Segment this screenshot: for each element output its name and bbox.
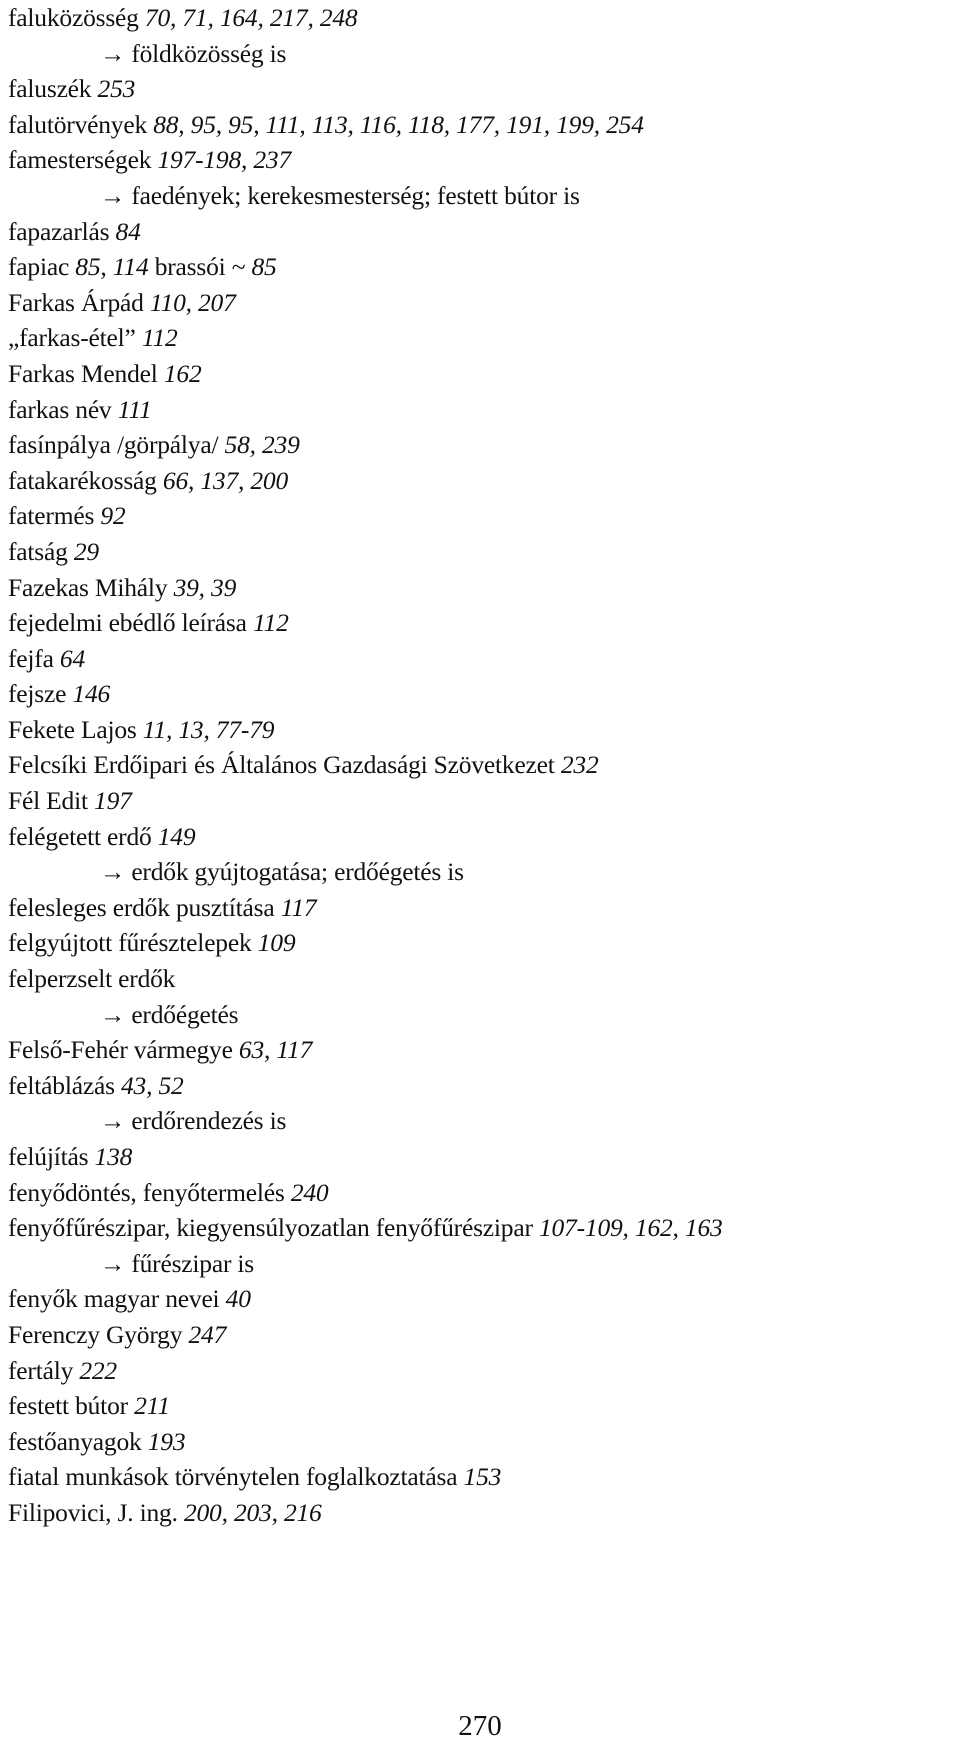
index-pages: 247: [188, 1319, 227, 1349]
index-term: faedények; kerekesmesterség; festett bútor is: [131, 180, 580, 210]
index-entry: [8, 1495, 958, 1531]
index-term: fejfa: [8, 643, 54, 673]
index-entry: [8, 534, 958, 570]
index-term: földközösség is: [131, 38, 287, 68]
index-term: erdőégetés: [131, 999, 239, 1029]
index-entry: [8, 1210, 958, 1246]
index-term: festett bútor: [8, 1391, 128, 1421]
index-entry: [8, 320, 958, 356]
index-pages: 162: [163, 358, 202, 388]
index-entry: [8, 214, 958, 250]
index-pages: 149: [157, 821, 196, 851]
index-term: felújítás: [8, 1142, 89, 1171]
index-pages: 11, 13, 77-79: [142, 714, 275, 744]
index-term: faluközösség: [8, 3, 139, 32]
index-term: erdőrendezés is: [131, 1106, 287, 1136]
arrow-right-icon: →: [100, 1248, 126, 1278]
index-pages: 40: [225, 1284, 251, 1314]
index-term: fatermés: [8, 501, 95, 531]
index-pages: 39, 39: [173, 572, 237, 602]
index-pages: 253: [97, 74, 136, 104]
index-term: farkas név: [8, 394, 112, 424]
index-entry: [8, 641, 958, 677]
index-cross-reference: [8, 997, 958, 1033]
index-pages: 110, 207: [149, 287, 236, 317]
index-pages: 197: [94, 786, 132, 816]
index-term: fűrészipar is: [131, 1248, 255, 1278]
index-entry: [8, 1139, 958, 1175]
index-term: fenyőfűrészipar, kiegyensúlyozatlan fenyőfűrészipar: [8, 1213, 533, 1243]
index-subterm-pages: 85: [251, 252, 277, 282]
index-term: Fazekas Mihály: [8, 572, 168, 602]
index-entry: [8, 1281, 958, 1317]
index-term: festőanyagok: [8, 1426, 142, 1456]
index-pages: 109: [257, 928, 296, 958]
index-pages: 193: [147, 1426, 186, 1456]
index-term: felesleges erdők pusztítása: [8, 892, 275, 922]
index-term: felgyújtott fűrésztelepek: [8, 928, 252, 958]
arrow-right-icon: →: [100, 180, 126, 210]
index-entry: [8, 463, 958, 499]
index-entry: [8, 1353, 958, 1389]
index-entry: [8, 392, 958, 428]
index-term: fenyők magyar nevei: [8, 1284, 220, 1314]
index-pages: 117: [280, 892, 317, 922]
index-term: fenyődöntés, fenyőtermelés: [8, 1177, 285, 1207]
index-pages: 200, 203, 216: [183, 1497, 322, 1527]
index-entry: [8, 819, 958, 855]
index-term: Fél Edit: [8, 786, 88, 816]
index-entry: [8, 71, 958, 107]
index-entry: [8, 1459, 958, 1495]
index-pages: 29: [73, 536, 99, 566]
index-pages: 240: [290, 1177, 329, 1207]
index-term: Fekete Lajos: [8, 714, 137, 744]
index-cross-reference: [8, 1103, 958, 1139]
index-term: „farkas-étel”: [8, 323, 136, 353]
index-term: erdők gyújtogatása; erdőégetés is: [131, 857, 464, 887]
index-cross-reference: [8, 178, 958, 214]
index-pages: 66, 137, 200: [162, 465, 289, 495]
index-term: fapiac: [8, 252, 70, 282]
index-cross-reference: [8, 1246, 958, 1282]
index-term: fasínpálya /görpálya/: [8, 430, 219, 460]
index-pages: 112: [252, 608, 289, 638]
index-term: fiatal munkások törvénytelen foglalkoztatása: [8, 1462, 458, 1492]
index-term: fapazarlás: [8, 216, 110, 246]
arrow-right-icon: →: [100, 1106, 126, 1136]
index-entry: [8, 747, 958, 783]
index-entry: [8, 1388, 958, 1424]
index-term: Farkas Árpád: [8, 287, 144, 317]
index-entry: [8, 890, 958, 926]
index-entry: [8, 1424, 958, 1460]
index-term: fejsze: [8, 679, 67, 709]
index-entry: [8, 712, 958, 748]
index-subterm: brassói ~: [154, 252, 246, 282]
index-term: felperzselt erdők: [8, 964, 176, 994]
index-entry: [8, 783, 958, 819]
index-pages: 64: [59, 643, 86, 673]
index-entry: [8, 1032, 958, 1068]
index-entry: [8, 925, 958, 961]
index-entry: [8, 1317, 958, 1353]
index-pages: 222: [79, 1355, 117, 1385]
index-term: Farkas Mendel: [8, 358, 158, 388]
arrow-right-icon: →: [100, 857, 126, 887]
index-term: Felső-Fehér vármegye: [8, 1035, 233, 1065]
index-term: falutörvények: [8, 109, 148, 139]
index-list: [8, 0, 958, 1531]
arrow-right-icon: →: [100, 38, 126, 68]
index-cross-reference: [8, 36, 958, 72]
index-cross-reference: [8, 854, 958, 890]
index-entry: [8, 427, 958, 463]
index-pages: 153: [463, 1462, 502, 1492]
index-entry: [8, 356, 958, 392]
index-pages: 197-198, 237: [157, 145, 292, 175]
index-term: Filipovici, J. ing.: [8, 1497, 178, 1527]
index-term: fatakarékosság: [8, 465, 157, 495]
index-pages: 107-109, 162, 163: [538, 1213, 723, 1243]
arrow-right-icon: →: [100, 999, 126, 1029]
index-term: fejedelmi ebédlő leírása: [8, 608, 247, 638]
index-pages: 85, 114: [75, 252, 149, 282]
index-term: Ferenczy György: [8, 1319, 183, 1349]
index-term: Felcsíki Erdőipari és Általános Gazdasági Szövetkezet: [8, 750, 555, 780]
index-entry: [8, 676, 958, 712]
index-pages: 58, 239: [224, 430, 300, 460]
index-pages: 70, 71, 164, 217, 248: [144, 3, 358, 32]
index-pages: 111: [117, 394, 152, 424]
index-term: felégetett erdő: [8, 821, 152, 851]
index-entry: [8, 605, 958, 641]
index-entry: [8, 1175, 958, 1211]
index-pages: 88, 95, 95, 111, 113, 116, 118, 177, 191, 199, 254: [153, 109, 644, 139]
index-entry: [8, 107, 958, 143]
index-entry: [8, 1068, 958, 1104]
index-pages: 92: [100, 501, 126, 531]
index-pages: 146: [72, 679, 111, 709]
index-term: faluszék: [8, 74, 92, 104]
index-entry: [8, 0, 958, 36]
index-pages: 138: [94, 1142, 133, 1171]
index-pages: 211: [134, 1391, 170, 1421]
index-entry: [8, 249, 958, 285]
index-term: feltáblázás: [8, 1070, 115, 1100]
page-number: 270: [458, 1710, 502, 1742]
index-entry: [8, 498, 958, 534]
index-pages: 63, 117: [238, 1035, 313, 1065]
index-entry: [8, 961, 958, 997]
index-term: fatság: [8, 536, 68, 566]
index-entry: [8, 142, 958, 178]
index-term: fertály: [8, 1355, 74, 1385]
index-pages: 112: [141, 323, 178, 353]
index-term: famesterségek: [8, 145, 152, 175]
index-entry: [8, 285, 958, 321]
index-pages: 84: [115, 216, 141, 246]
index-entry: [8, 570, 958, 606]
index-pages: 43, 52: [121, 1070, 184, 1100]
index-pages: 232: [560, 750, 599, 780]
